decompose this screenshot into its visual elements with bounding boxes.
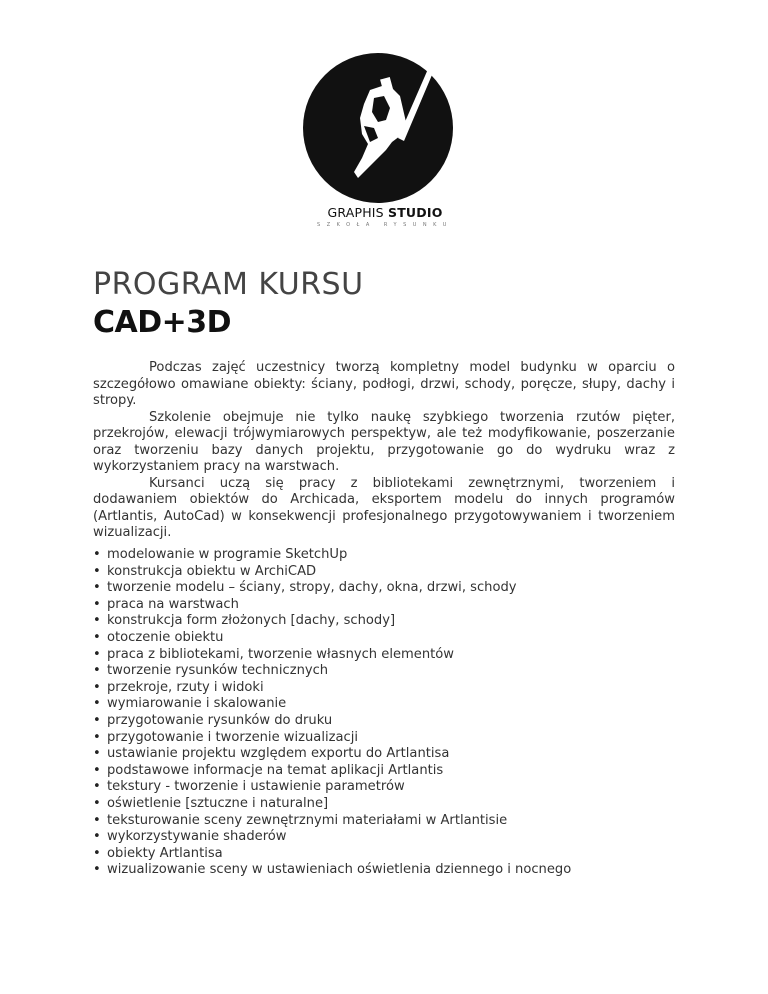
course-topics-list — [93, 547, 693, 879]
intro-paragraph: Podczas zajęć uczestnicy tworzą kompletny model budynku w oparciu o szczegółowo omawiane obiekty: ściany, podłogi, drzwi, schody, poręcze, słupy, dachy i stropy. — [93, 360, 675, 408]
list-item: • teksturowanie sceny zewnętrznymi materiałami w Artlantisie — [93, 813, 693, 830]
brand-name-bold: STUDIO — [388, 205, 443, 220]
brand-name — [300, 205, 470, 220]
intro-text — [93, 360, 675, 542]
hand-with-brush-logo-icon — [300, 38, 470, 213]
page-title-course: CAD+3D — [93, 305, 232, 340]
list-item: • tworzenie modelu – ściany, stropy, dachy, okna, drzwi, schody — [93, 580, 693, 597]
brand-tagline: SZKOŁA RYSUNKU — [317, 222, 453, 228]
list-item: • konstrukcja obiektu w ArchiCAD — [93, 564, 693, 581]
list-item: • wizualizowanie sceny w ustawieniach oświetlenia dziennego i nocnego — [93, 862, 693, 879]
list-item: • praca z bibliotekami, tworzenie własnych elementów — [93, 647, 693, 664]
list-item: • konstrukcja form złożonych [dachy, schody] — [93, 613, 693, 630]
intro-paragraph: Szkolenie obejmuje nie tylko naukę szybkiego tworzenia rzutów pięter, przekrojów, elewacji trójwymiarowych perspektyw, ale też modyfikowanie, poszerzanie oraz tworzeniu bazy danych projektu, przygotowanie go do wydruku wraz z wykorzystaniem pracy na warstwach. — [93, 409, 675, 474]
list-item: • tworzenie rysunków technicznych — [93, 663, 693, 680]
list-item: • otoczenie obiektu — [93, 630, 693, 647]
list-item: • tekstury - tworzenie i ustawienie parametrów — [93, 779, 693, 796]
intro-paragraph: Kursanci uczą się pracy z bibliotekami zewnętrznymi, tworzeniem i dodawaniem obiektów do Archicada, eksportem modelu do innych programów (Artlantis, AutoCad) w konsekwencji profesjonalnego przygotowywaniem i tworzeniem wizualizacji. — [93, 475, 675, 540]
list-item: • wykorzystywanie shaderów — [93, 829, 693, 846]
page-title-program: PROGRAM KURSU — [93, 267, 364, 302]
list-item: • przygotowanie i tworzenie wizualizacji — [93, 730, 693, 747]
list-item: • praca na warstwach — [93, 597, 693, 614]
list-item: • wymiarowanie i skalowanie — [93, 696, 693, 713]
list-item: • podstawowe informacje na temat aplikacji Artlantis — [93, 763, 693, 780]
graphis-studio-logo — [300, 38, 470, 238]
list-item: • przekroje, rzuty i widoki — [93, 680, 693, 697]
list-item: • przygotowanie rysunków do druku — [93, 713, 693, 730]
list-item: • obiekty Artlantisa — [93, 846, 693, 863]
list-item: • ustawianie projektu względem exportu do Artlantisa — [93, 746, 693, 763]
list-item: • modelowanie w programie SketchUp — [93, 547, 693, 564]
brand-name-regular: GRAPHIS — [327, 205, 388, 220]
list-item: • oświetlenie [sztuczne i naturalne] — [93, 796, 693, 813]
